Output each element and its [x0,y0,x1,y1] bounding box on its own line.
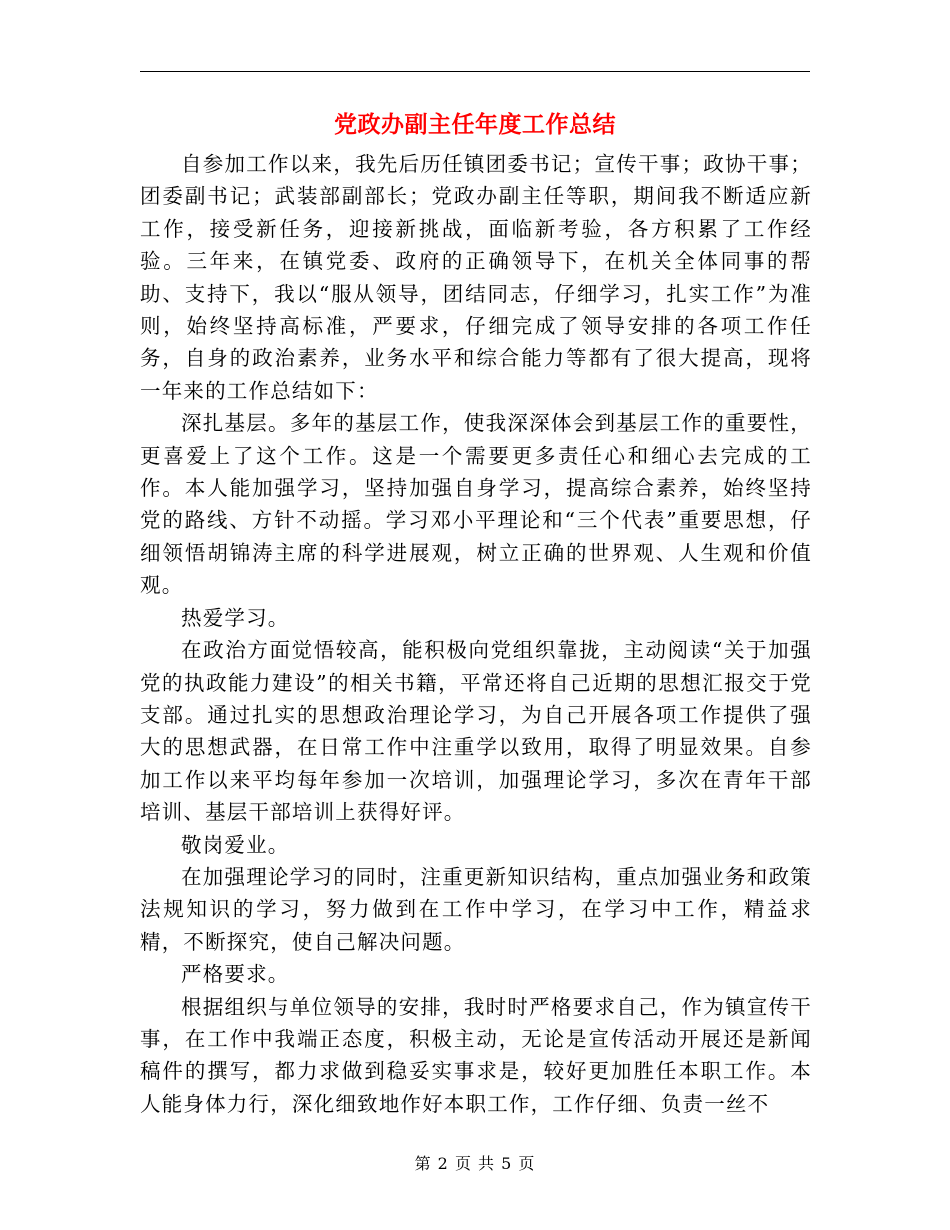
heading-love-learning: 热爱学习。 [181,605,290,630]
paragraph-duties: 根据组织与单位领导的安排，我时时严格要求自己，作为镇宣传干事，在工作中我端正态度，积极主动，无论是宣传活动开展还是新闻稿件的撰写，都力求做到稳妥实事求是，较好更加胜任本职工作。本人能身体力行，深化细致地作好本职工作，工作仔细、负责一丝不 [140,994,812,1116]
heading-strict: 严格要求。 [181,962,290,987]
heading-dedication: 敬岗爱业。 [181,832,290,857]
page-number-footer: 第 2 页 共 5 页 [414,1154,536,1173]
paragraph-intro: 自参加工作以来，我先后历任镇团委书记；宣传干事；政协干事；团委副书记；武装部副部长；党政办副主任等职，期间我不断适应新工作，接受新任务，迎接新挑战，面临新考验，各方积累了工作经验。三年来，在镇党委、政府的正确领导下，在机关全体同事的帮助、支持下，我以“服从领导，团结同志，仔细学习，扎实工作”为准则，始终坚持高标准，严要求，仔细完成了领导安排的各项工作任务，自身的政治素养，业务水平和综合能力等都有了很大提高，现将一年来的工作总结如下： [140,152,812,403]
paragraph-grassroots: 深扎基层。多年的基层工作，使我深深体会到基层工作的重要性，更喜爱上了这个工作。这是一个需要更多责任心和细心去完成的工作。本人能加强学习，坚持加强自身学习，提高综合素养，始终坚持党的路线、方针不动摇。学习邓小平理论和“三个代表”重要思想，仔细领悟胡锦涛主席的科学进展观，树立正确的世界观、人生观和价值观。 [140,411,812,598]
paragraph-knowledge: 在加强理论学习的同时，注重更新知识结构，重点加强业务和政策法规知识的学习，努力做到在工作中学习，在学习中工作，精益求精，不断探究，使自己解决问题。 [140,864,812,954]
document-body [140,148,812,1120]
document-title: 党政办副主任年度工作总结 [334,112,616,138]
paragraph-politics: 在政治方面觉悟较高，能积极向党组织靠拢，主动阅读“关于加强党的执政能力建设”的相关书籍，平常还将自己近期的思想汇报交于党支部。通过扎实的思想政治理论学习，为自己开展各项工作提供了强大的思想武器，在日常工作中注重学以致用，取得了明显效果。自参加工作以来平均每年参加一次培训，加强理论学习，多次在青年干部培训、基层干部培训上获得好评。 [140,638,812,825]
header-rule [140,71,810,72]
